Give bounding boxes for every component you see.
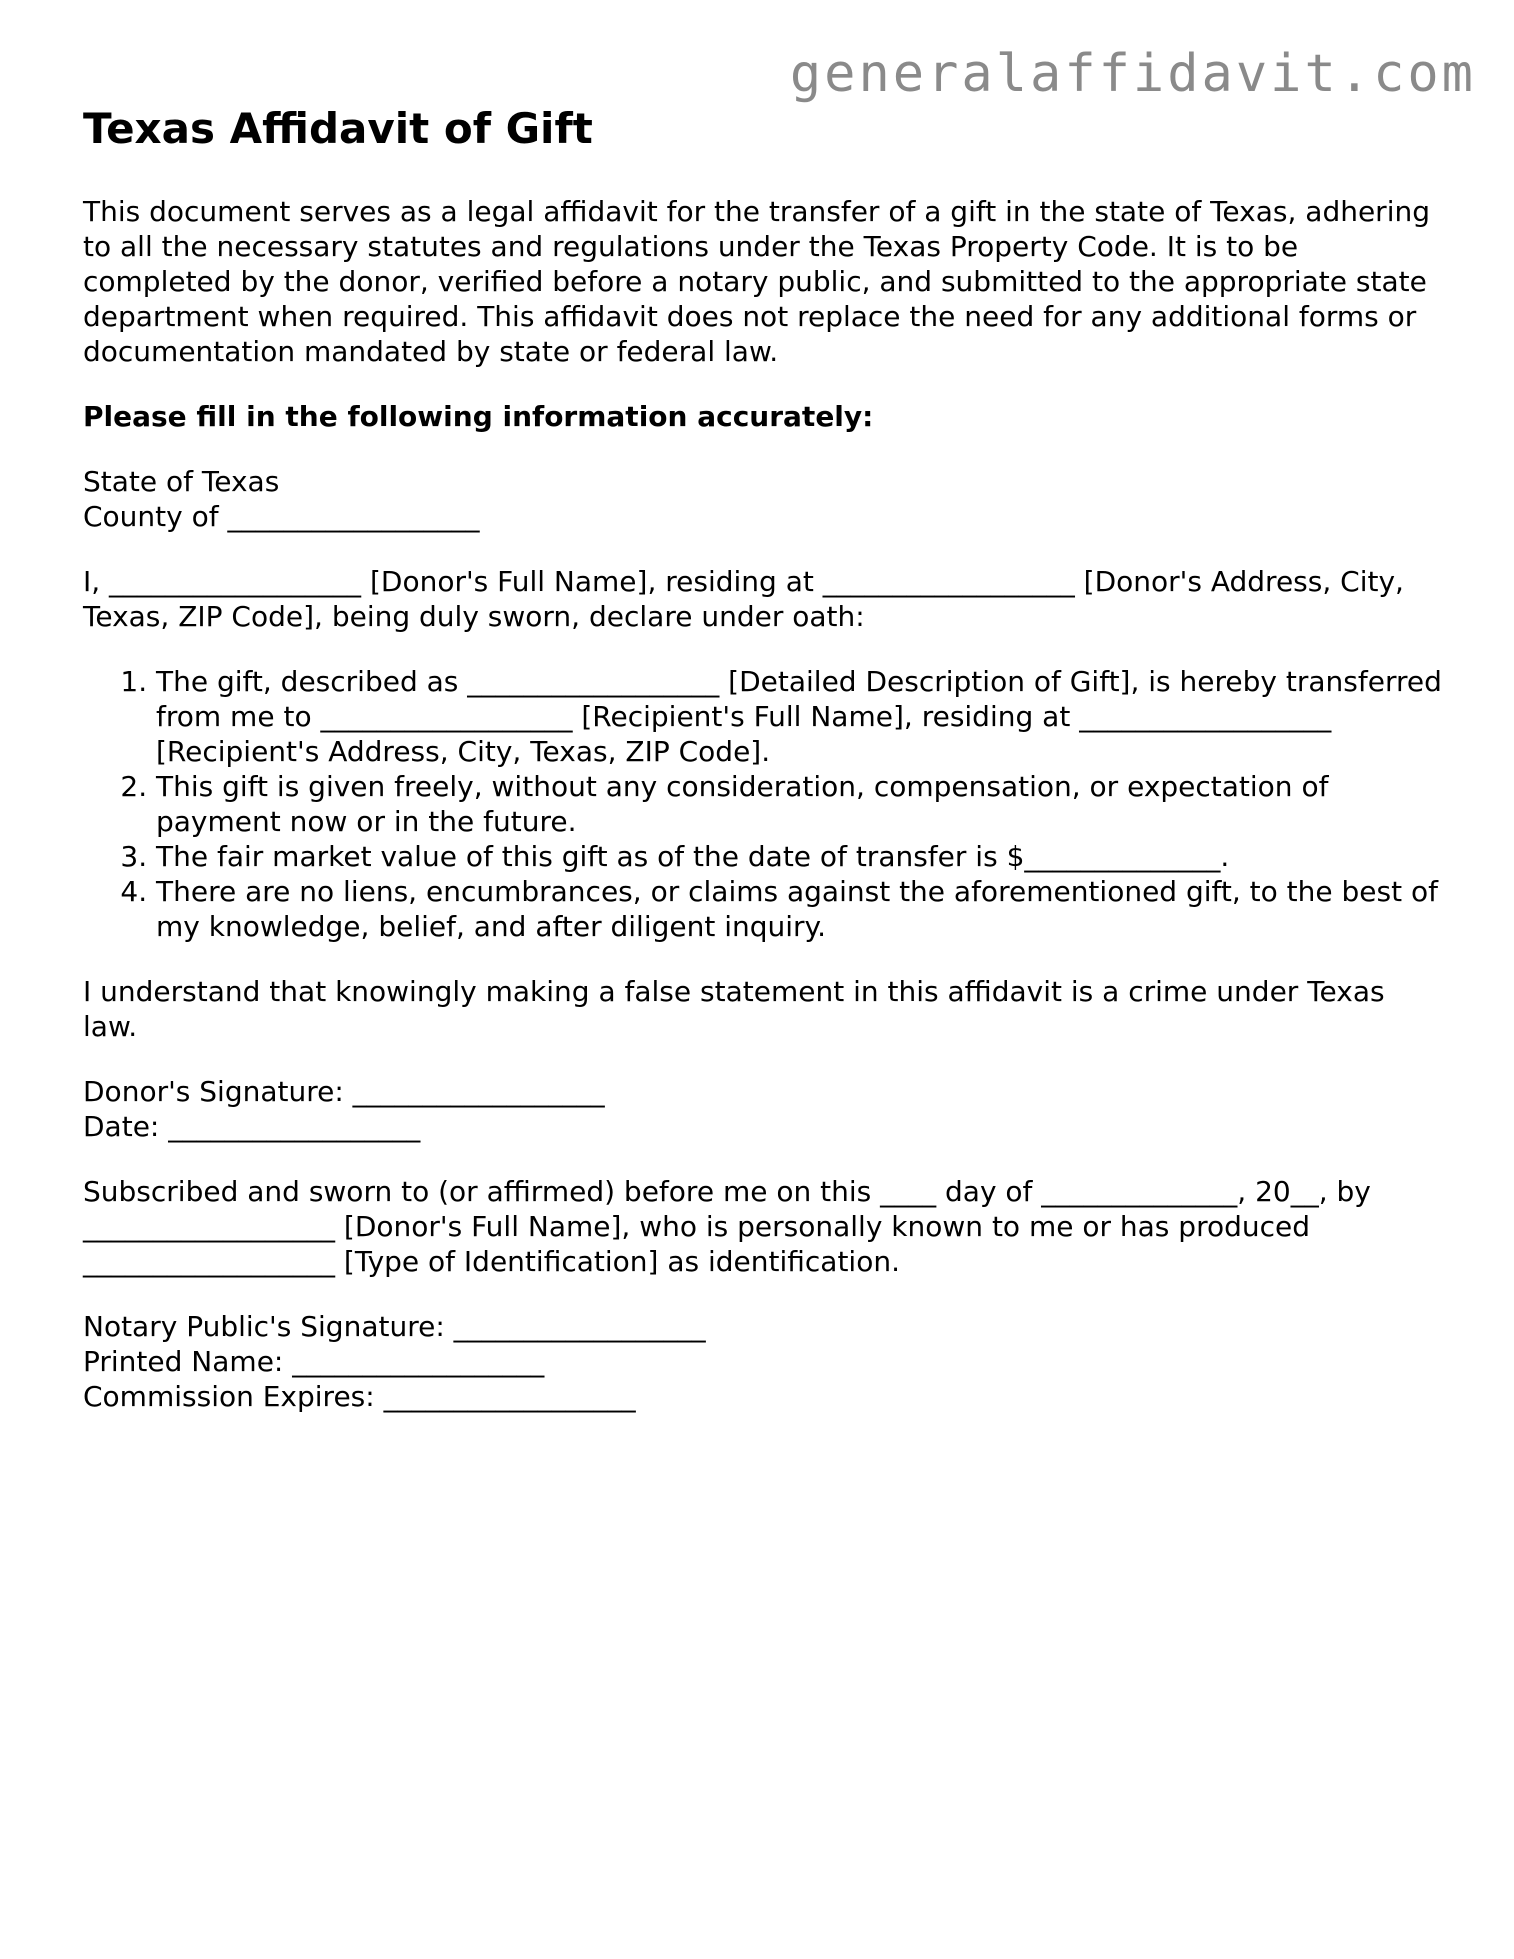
statement-item: 2. This gift is given freely, without any consideration, compensation, or expectation of payment now or in the future. xyxy=(156,769,1443,839)
venue-block xyxy=(83,464,1443,534)
statements-list xyxy=(83,664,1443,944)
document-title: Texas Affidavit of Gift xyxy=(83,104,593,153)
notary-signature-line: Notary Public's Signature: __________________ xyxy=(83,1310,706,1343)
jurat-paragraph: Subscribed and sworn to (or affirmed) before me on this ____ day of ______________, 20__, by __________________ [Donor's Full Name], who is personally known to me or has produced __________________ [Type of Identification] as identification. xyxy=(83,1175,1371,1278)
notary-printed-name-line: Printed Name: __________________ xyxy=(83,1345,545,1378)
donor-signature-block xyxy=(83,1074,1443,1144)
instructions-heading: Please fill in the following information accurately: xyxy=(83,400,874,433)
donor-date-line: Date: __________________ xyxy=(83,1110,421,1143)
affidavit-document xyxy=(83,104,1443,1444)
watermark: generalaffidavit.com xyxy=(789,44,1476,104)
statement-item: 1. The gift, described as __________________ [Detailed Description of Gift], is hereby transferred from me to __________________ [Recipient's Full Name], residing at __________________ [Recipient's Address, City, Texas, ZIP Code]. xyxy=(156,664,1443,769)
venue-county: County of __________________ xyxy=(83,500,480,533)
declaration-paragraph: I, __________________ [Donor's Full Name], residing at __________________ [Donor's Address, City, Texas, ZIP Code], being duly sworn, declare under oath: xyxy=(83,565,1404,633)
donor-signature-line: Donor's Signature: __________________ xyxy=(83,1075,605,1108)
venue-state: State of Texas xyxy=(83,465,280,498)
notary-block xyxy=(83,1309,1443,1414)
notary-commission-line: Commission Expires: __________________ xyxy=(83,1380,636,1413)
statement-item: 3. The fair market value of this gift as of the date of transfer is $______________. xyxy=(156,839,1443,874)
acknowledgment-paragraph: I understand that knowingly making a false statement in this affidavit is a crime under Texas law. xyxy=(83,975,1385,1043)
statement-item: 4. There are no liens, encumbrances, or claims against the aforementioned gift, to the best of my knowledge, belief, and after diligent inquiry. xyxy=(156,874,1443,944)
intro-paragraph: This document serves as a legal affidavit for the transfer of a gift in the state of Texas, adhering to all the necessary statutes and regulations under the Texas Property Code. It is to be completed by the donor, verified before a notary public, and submitted to the appropriate state department when required. This affidavit does not replace the need for any additional forms or documentation mandated by state or federal law. xyxy=(83,195,1430,368)
